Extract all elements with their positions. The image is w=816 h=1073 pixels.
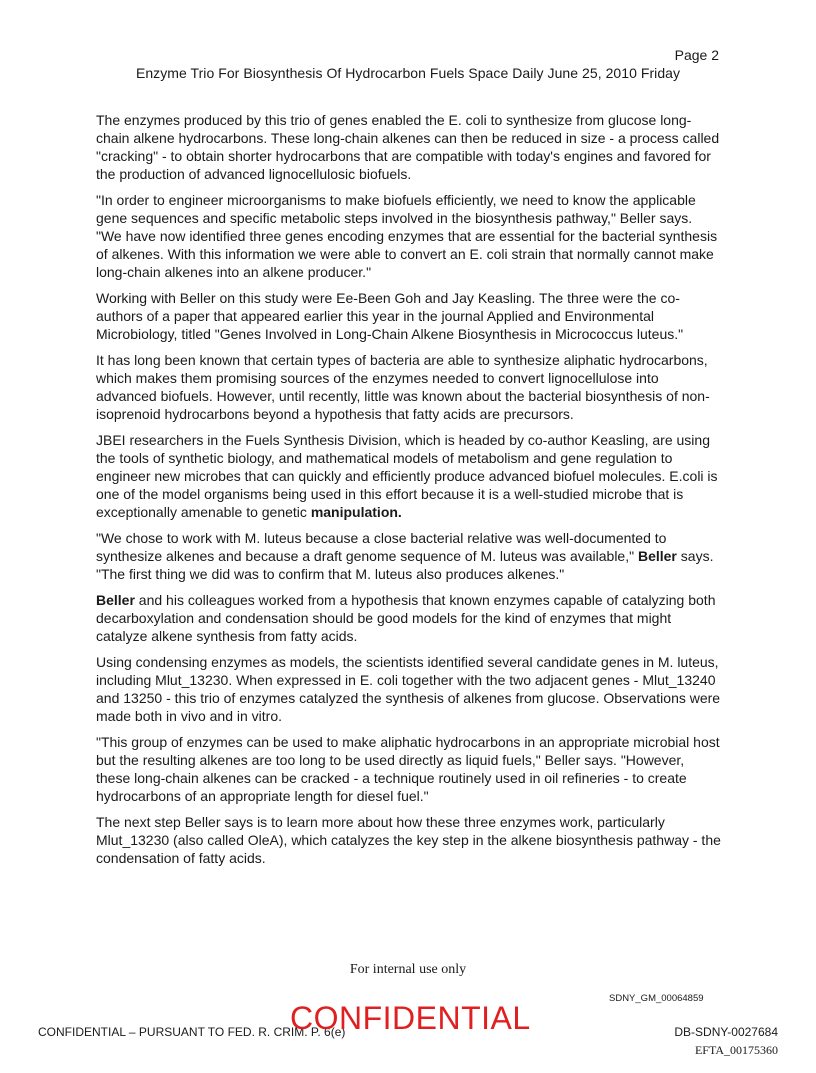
paragraph: Working with Beller on this study were Ee-Been Goh and Jay Keasling. The three were the co-authors of a paper that appeared earlier this year in the journal Applied and Environmental Microbiology, titled "Genes Involved in Long-Chain Alkene Biosynthesis in Micrococcus luteus." [96, 290, 684, 342]
paragraph: Using condensing enzymes as models, the scientists identified several candidate genes in M. luteus, including Mlut_13230. When expressed in E. coli together with the two adjacent genes - Mlut_13240 and 13250 - this trio of enzymes catalyzed the synthesis of alkenes from glucose. Observations were made both in vivo and in vitro. [96, 654, 721, 724]
paragraph: "We chose to work with M. luteus because a close bacterial relative was well-documented to synthesize alkenes and because a draft genome sequence of M. luteus was available," Beller says. "The first thing we did was to confirm that M. luteus also produces alkenes." [96, 530, 714, 582]
paragraph: Beller and his colleagues worked from a hypothesis that known enzymes capable of catalyzing both decarboxylation and condensation should be good models for the kind of enzymes that might catalyze alkene synthesis from fatty acids. [96, 592, 716, 644]
paragraph: "In order to engineer microorganisms to make biofuels efficiently, we need to know the applicable gene sequences and specific metabolic steps involved in the biosynthesis pathway," Beller says. "We have now identified three genes encoding enzymes that are essential for the bacterial synthesis of alkenes. With this information we were able to convert an E. coli strain that normally cannot make long-chain alkenes into an alkene producer." [96, 192, 718, 280]
paragraph: The enzymes produced by this trio of genes enabled the E. coli to synthesize from glucose long-chain alkene hydrocarbons. These long-chain alkenes can then be reduced in size - a process called "cracking" - to obtain shorter hydrocarbons that are compatible with today's engines and favored for the production of advanced lignocellulosic biofuels. [96, 112, 720, 182]
bates-number-db: DB-SDNY-0027684 [674, 1025, 778, 1039]
internal-use-notice: For internal use only [349, 962, 467, 977]
bold-term: Beller [637, 548, 677, 564]
running-header: Enzyme Trio For Biosynthesis Of Hydrocarbon Fuels Space Daily June 25, 2010 Friday [135, 65, 681, 81]
paragraph: JBEI researchers in the Fuels Synthesis Division, which is headed by co-author Keasling, are using the tools of synthetic biology, and mathematical models of metabolism and gene regulation to engineer new microbes that can quickly and efficiently produce advanced biofuel molecules. E.coli is one of the model organisms being used in this effort because it is a well-studied microbe that is exceptionally amenable to genetic manipulation. [96, 432, 718, 520]
bold-term: manipulation. [310, 504, 402, 520]
paragraph: It has long been known that certain types of bacteria are able to synthesize aliphatic hydrocarbons, which makes them promising sources of the enzymes needed to convert lignocellulose into advanced biofuels. However, until recently, little was known about the bacterial biosynthesis of non-isoprenoid hydrocarbons beyond a hypothesis that fatty acids are precursors. [96, 352, 710, 422]
confidential-stamp: CONFIDENTIAL [290, 1000, 531, 1036]
bates-number-gm: SDNY_GM_00064859 [609, 993, 704, 1004]
page-number: Page 2 [674, 47, 719, 63]
paragraph: The next step Beller says is to learn more about how these three enzymes work, particularly Mlut_13230 (also called OleA), which catalyzes the key step in the alkene biosynthesis pathway - the condensation of fatty acids. [96, 814, 721, 866]
paragraph: "This group of enzymes can be used to make aliphatic hydrocarbons in an appropriate microbial host but the resulting alkenes are too long to be used directly as liquid fuels," Beller says. "However, these long-chain alkenes can be cracked - a technique routinely used in oil refineries - to create hydrocarbons of an appropriate length for diesel fuel." [96, 734, 720, 804]
confidential-notice: CONFIDENTIAL – PURSUANT TO FED. R. CRIM. P. 6(e) [38, 1025, 346, 1039]
article-body [96, 111, 721, 875]
bold-term: Beller [96, 592, 135, 608]
efta-number: EFTA_00175360 [694, 1043, 778, 1057]
